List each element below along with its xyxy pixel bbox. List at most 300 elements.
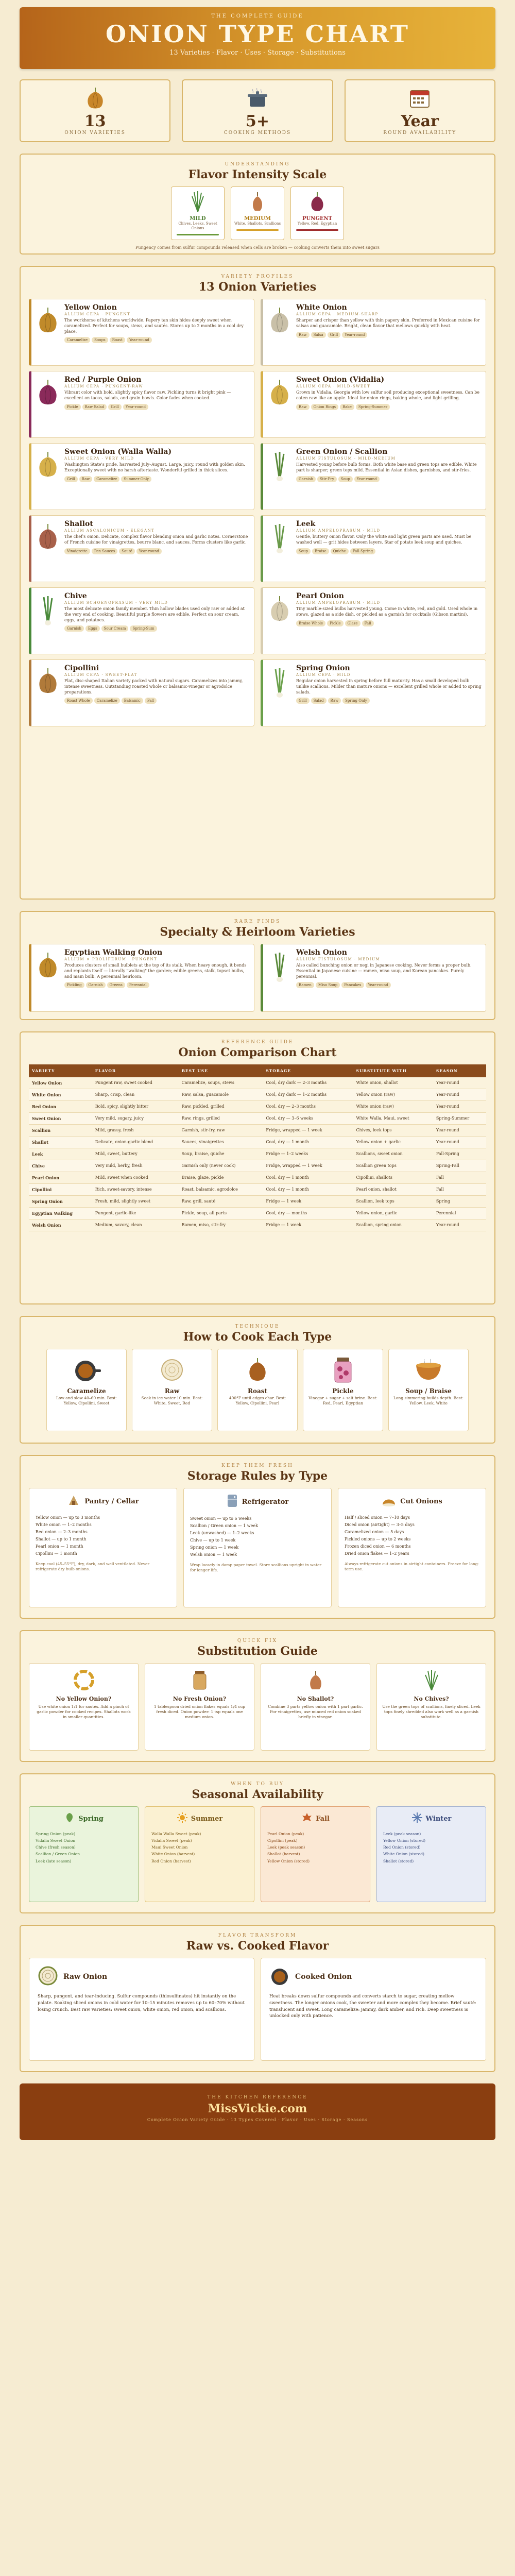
raw-onion-slice-icon	[38, 1965, 58, 1988]
variety-description: Washington State's pride, harvested July–August. Large, juicy, round with golden skin. Exceptionally sweet with no harsh aftertaste. Wonderful grilled in thick slices.	[64, 462, 245, 472]
variety-card	[261, 515, 486, 582]
storage-footnote: Wrap loosely in damp paper towel. Store scallions upright in water for longer life.	[190, 1563, 322, 1572]
table-cell: Cool, dry — months	[263, 1208, 353, 1219]
table-cell: Fridge — 1 week	[263, 1219, 353, 1231]
season-line: Shallot (stored)	[383, 1858, 414, 1863]
table-row	[29, 1196, 486, 1208]
table-header-cell: SUBSTITUTE WITH	[353, 1064, 433, 1077]
shallot-icon	[261, 1670, 370, 1692]
storage-line: Welsh onion — 1 week	[190, 1552, 237, 1557]
variety-scientific-name: ALLIUM CEPA · MEDIUM-SHARP	[296, 312, 379, 316]
section-kicker: FLAVOR TRANSFORM	[218, 1933, 297, 1938]
variety-tag: Fall	[145, 698, 157, 704]
variety-tag: Glaze	[345, 620, 360, 626]
season-line: Vidalia Sweet (peak)	[151, 1838, 192, 1843]
variety-description: The workhorse of kitchens worldwide. Papery tan skin hides deeply sweet when caramelized. Perfect for soups, stews, and sautés. Stores up to 2 months in a cool dry place.	[64, 318, 244, 334]
table-cell: Scallion	[29, 1125, 92, 1137]
storage-line: Cipollini — 1 month	[36, 1551, 77, 1556]
variety-card	[29, 371, 254, 438]
specialty-grid	[29, 944, 486, 1012]
table-cell: Raw, salsa, guacamole	[179, 1089, 263, 1101]
storage-line: Scallion / Green onion — 1 week	[190, 1523, 258, 1528]
variety-tag: Salsa	[311, 332, 326, 338]
variety-scientific-name: ALLIUM CEPA · VERY MILD	[64, 456, 134, 461]
variety-tag: Raw	[328, 698, 341, 704]
storage-card	[29, 1488, 177, 1607]
substitution-desc: 1 tablespoon dried onion flakes equals 1/4 cup fresh diced. Onion powder: 1 tsp equals one medium onion.	[153, 1704, 246, 1720]
seasonal-section	[20, 1773, 495, 1913]
table-cell: Year-round	[433, 1219, 486, 1231]
raw-cooked-cards	[29, 1958, 486, 2061]
season-cards	[29, 1806, 486, 1902]
flavor-desc: Heat breaks down sulfur compounds and converts starch to sugar, creating mellow sweetness. The longer onions cook, the sweeter and more complex they become. Brief sauté: translucent and sweet. Long caramelize: jammy, dark amber, and rich. Deep sweetness is unlocked only with patience.	[269, 1994, 476, 2019]
storage-line: Yellow onion — up to 3 months	[36, 1515, 100, 1520]
table-row	[29, 1172, 486, 1184]
table-cell: Scallion, spring onion	[353, 1219, 433, 1231]
variety-scientific-name: ALLIUM × PROLIFERUM · PUNGENT	[64, 957, 158, 961]
season-line: Cipollini (peak)	[267, 1838, 298, 1843]
table-cell: White Onion	[29, 1089, 92, 1101]
substitution-desc: Combine 3 parts yellow onion with 1 part garlic. For vinaigrettes, use minced red onion soaked briefly in vinegar.	[268, 1704, 363, 1720]
section-kicker: UNDERSTANDING	[225, 162, 290, 167]
variety-tag: Roast	[110, 337, 125, 343]
table-cell: Caramelize, soups, stews	[179, 1077, 263, 1089]
footer	[20, 2083, 495, 2140]
variety-tag: Caramelize	[64, 337, 90, 343]
variety-tag: Garnish	[296, 476, 316, 482]
season-card-fall	[261, 1806, 370, 1902]
storage-line: Chive — up to 1 week	[190, 1538, 236, 1543]
table-cell: Raw, rings, grilled	[179, 1113, 263, 1125]
red-onion-icon	[310, 191, 325, 212]
pot-icon	[183, 87, 332, 110]
section-title: Raw vs. Cooked Flavor	[186, 1939, 329, 1953]
variety-tag: Onion Rings	[311, 404, 339, 410]
variety-tag: Eggs	[85, 625, 100, 632]
table-header-cell: VARIETY	[29, 1064, 92, 1077]
chive-icon	[190, 191, 205, 212]
footer-brand-link[interactable]: MissVickie.com	[208, 2102, 307, 2115]
table-row	[29, 1219, 486, 1231]
substitution-card	[29, 1663, 139, 1751]
section-title: Substitution Guide	[197, 1645, 318, 1658]
variety-name: Welsh Onion	[296, 948, 347, 957]
intensity-desc: Chives, Leeks, Sweet Onions	[178, 222, 217, 231]
green-onion-icon	[267, 948, 292, 1007]
hero-subtitle: 13 Varieties · Flavor · Uses · Storage · Substitutions	[169, 49, 346, 57]
storage-line: Half / sliced onion — 7–10 days	[345, 1515, 410, 1520]
variety-card	[261, 659, 486, 726]
variety-description: Sharper and crisper than yellow with thin papery skin. Preferred in Mexican cuisine for salsas and guacamole. Bright, clean flavor that mellows quickly with heat.	[296, 318, 480, 328]
table-cell: Ramen, miso, stir-fry	[179, 1219, 263, 1231]
cooking-title: Pickle	[332, 1387, 354, 1395]
variety-tag: Greens	[107, 982, 125, 988]
substitution-section	[20, 1630, 495, 1762]
variety-scientific-name: ALLIUM AMPELOPRASUM · MILD	[296, 601, 381, 605]
table-cell: Year-round	[433, 1137, 486, 1148]
variety-description: Produces clusters of small bulblets at the top of its stalk. When heavy enough, it bends and replants itself — literally "walking" the garden; edible greens, stalk, topset bulbs, and main bulb. A perennial heirloom.	[64, 963, 247, 979]
season-line: White Onion (harvest)	[151, 1852, 195, 1857]
storage-section	[20, 1455, 495, 1619]
table-cell: Garnish only (never cook)	[179, 1160, 263, 1172]
table-row	[29, 1101, 486, 1113]
table-cell: Pearl Onion	[29, 1172, 92, 1184]
table-cell: White Walla, Maui, sweet	[353, 1113, 433, 1125]
onion-icon	[267, 376, 292, 433]
snowflake-icon	[411, 1812, 423, 1825]
substitution-card	[376, 1663, 486, 1751]
storage-line: Shallot — up to 1 month	[36, 1537, 87, 1541]
cooking-card	[132, 1349, 212, 1431]
variety-scientific-name: ALLIUM ASCALONICUM · ELEGANT	[64, 529, 155, 533]
cooking-card	[303, 1349, 383, 1431]
substitution-title: No Yellow Onion?	[56, 1696, 112, 1702]
cooking-desc: Soak in ice water 10 min. Best: White, Sweet, Red	[141, 1396, 203, 1405]
variety-tag: Perennial	[127, 982, 149, 988]
cooked-onion-pan-icon	[269, 1965, 290, 1988]
table-cell: Very mild, herby, fresh	[92, 1160, 179, 1172]
storage-line: Pearl onion — 1 month	[36, 1544, 83, 1549]
stat-number: 13	[84, 112, 106, 130]
onion-icon	[36, 448, 60, 505]
variety-tag: Raw	[296, 404, 310, 410]
variety-scientific-name: ALLIUM CEPA · MILD	[296, 673, 351, 677]
season-line: Vidalia Sweet Onion	[36, 1838, 76, 1843]
variety-description: Tiny marble-sized bulbs harvested young. Come in white, red, and gold. Used whole in stews, glazed as a side dish, or pickled as a garnish for cocktails (Gibson martini).	[296, 606, 478, 617]
variety-name: Green Onion / Scallion	[296, 448, 388, 456]
soup-bowl-icon	[389, 1354, 468, 1385]
comparison-table	[29, 1064, 486, 1231]
storage-line: Red onion — 2–3 months	[36, 1530, 88, 1534]
onion-icon	[21, 87, 169, 110]
variety-tag: Quiche	[331, 548, 349, 554]
variety-tag: Fall	[362, 620, 374, 626]
variety-tag: Ramen	[296, 982, 314, 988]
variety-tag: Caramelize	[94, 476, 119, 482]
maple-leaf-icon	[301, 1812, 313, 1825]
table-cell: Cool, dry dark — 2–3 months	[263, 1077, 353, 1089]
table-row	[29, 1137, 486, 1148]
variety-name: White Onion	[296, 303, 347, 312]
variety-tag: Grill	[64, 476, 78, 482]
pickle-jar-icon	[303, 1354, 383, 1385]
page-title: ONION TYPE CHART	[106, 20, 409, 48]
variety-tag: Sauté	[119, 548, 134, 554]
table-cell: Mild, sweet when cooked	[92, 1172, 179, 1184]
variety-scientific-name: ALLIUM CEPA · MILD-SWEET	[296, 384, 371, 388]
variety-scientific-name: ALLIUM FISTULOSUM · MEDIUM	[296, 957, 381, 961]
intensity-card-medium	[231, 187, 284, 240]
substitution-cards	[29, 1663, 486, 1751]
table-header-cell: BEST USE	[179, 1064, 263, 1077]
varieties-section	[20, 266, 495, 900]
season-line: Leek (late season)	[36, 1858, 72, 1863]
pantry-icon	[67, 1494, 80, 1509]
table-cell: Spring	[433, 1196, 486, 1208]
variety-tag: Year-round	[123, 404, 148, 410]
storage-line: Frozen diced onion — 6 months	[345, 1544, 411, 1549]
stat-number: Year	[401, 112, 439, 130]
variety-tag: Braise Whole	[296, 620, 325, 626]
table-cell: Soup, braise, quiche	[179, 1148, 263, 1160]
variety-name: Cipollini	[64, 664, 99, 672]
storage-line: Sweet onion — up to 6 weeks	[190, 1516, 252, 1521]
table-cell: Fridge, wrapped — 1 week	[263, 1160, 353, 1172]
storage-card	[183, 1488, 332, 1607]
calendar-icon	[346, 87, 494, 110]
green-onion-icon	[267, 520, 292, 578]
table-cell: Fridge, wrapped — 1 week	[263, 1125, 353, 1137]
variety-tag: Grill	[108, 404, 122, 410]
table-cell: Medium, savory, clean	[92, 1219, 179, 1231]
flavor-desc: Sharp, pungent, and tear-inducing. Sulfur compounds (thiosulfinates) hit instantly on the palate. Soaking sliced onions in cold water for 10–15 minutes removes up to 60–70% without losing crunch. Best raw varieties: sweet onion, white onion, red onion, and scallions.	[38, 1994, 245, 2012]
footer-subtitle: Complete Onion Variety Guide · 13 Types Covered · Flavor · Uses · Storage · Seasons	[147, 2117, 368, 2122]
hero-banner	[20, 7, 495, 69]
table-cell: Spring-Summer	[433, 1113, 486, 1125]
variety-name: Pearl Onion	[296, 592, 344, 600]
table-cell: Yellow onion + garlic	[353, 1137, 433, 1148]
variety-tag: Spring-Sum	[130, 625, 157, 632]
table-row	[29, 1077, 486, 1089]
table-cell: White onion (raw)	[353, 1101, 433, 1113]
hero-kicker: THE COMPLETE GUIDE	[211, 13, 304, 19]
storage-line: White onion — 1–2 months	[36, 1522, 92, 1527]
table-cell: Mild, grassy, fresh	[92, 1125, 179, 1137]
variety-description: Regular onion harvested in spring before full maturity. Has a small developed bulb unlike scallions. Milder than mature onions — excellent grilled whole or added to spring salads.	[296, 679, 482, 694]
table-cell: Fridge — 1 week	[263, 1196, 353, 1208]
table-cell: Pungent raw, sweet cooked	[92, 1077, 179, 1089]
season-line: Pearl Onion (peak)	[267, 1832, 304, 1836]
variety-tag: Bake	[340, 404, 354, 410]
variety-tag: Spring Only	[342, 698, 370, 704]
table-cell: Fresh, mild, slightly sweet	[92, 1196, 179, 1208]
table-cell: Scallion, leek tops	[353, 1196, 433, 1208]
season-line: Yellow Onion (stored)	[267, 1858, 310, 1863]
variety-tag: Grill	[296, 698, 310, 704]
cooking-card	[46, 1349, 127, 1431]
season-card-summer	[145, 1806, 254, 1902]
variety-tag: Balsamic	[122, 698, 143, 704]
variety-scientific-name: ALLIUM AMPELOPRASUM · MILD	[296, 529, 381, 533]
storage-line: Leek (unwashed) — 1–2 weeks	[190, 1531, 254, 1535]
table-row	[29, 1148, 486, 1160]
table-cell: Pearl onion, shallot	[353, 1184, 433, 1196]
table-cell: Sharp, crisp, clean	[92, 1089, 179, 1101]
intensity-label: MEDIUM	[244, 216, 271, 222]
variety-tag: Pancakes	[341, 982, 364, 988]
intensity-bar	[296, 229, 338, 231]
table-row	[29, 1184, 486, 1196]
stat-label: COOKING METHODS	[224, 130, 291, 135]
onion-icon	[36, 948, 60, 1007]
variety-tag: Raw	[296, 332, 310, 338]
table-cell: Fall	[433, 1172, 486, 1184]
table-cell: Scallion green tops	[353, 1160, 433, 1172]
table-cell: Spring-Fall	[433, 1160, 486, 1172]
variety-tag: Year-round	[366, 982, 391, 988]
season-card-winter	[376, 1806, 486, 1902]
variety-name: Spring Onion	[296, 664, 350, 672]
table-cell: Raw, grill, sauté	[179, 1196, 263, 1208]
onion-icon	[36, 664, 60, 722]
variety-tag: Fall-Spring	[350, 548, 375, 554]
section-kicker: QUICK FIX	[237, 1638, 278, 1643]
intensity-card-pungent	[290, 187, 344, 240]
season-title: Spring	[78, 1815, 104, 1823]
cooking-desc: 400°F until edges char. Best: Yellow, Cipollini, Pearl	[229, 1396, 286, 1405]
intensity-note: Pungency comes from sulfur compounds released when cells are broken — cooking converts them into sweet sugars	[135, 245, 380, 250]
table-cell: Cool, dry — 1 month	[263, 1172, 353, 1184]
table-cell: Yellow onion (raw)	[353, 1089, 433, 1101]
onion-icon	[36, 376, 60, 433]
flavor-title: Cooked Onion	[295, 1973, 352, 1981]
section-title: Seasonal Availability	[192, 1788, 323, 1801]
stats-row	[20, 79, 495, 142]
onion-icon	[267, 592, 292, 650]
green-onion-icon	[267, 664, 292, 722]
table-cell: Year-round	[433, 1089, 486, 1101]
intensity-desc: Yellow, Red, Egyptian	[297, 222, 337, 226]
variety-name: Egyptian Walking Onion	[64, 948, 163, 957]
table-cell: Year-round	[433, 1101, 486, 1113]
substitution-card	[261, 1663, 370, 1751]
table-cell: Pungent, garlic-like	[92, 1208, 179, 1219]
storage-line: Spring onion — 1 week	[190, 1545, 239, 1550]
fridge-icon	[227, 1494, 238, 1510]
cooking-cards	[29, 1349, 486, 1431]
flavor-card	[261, 1958, 486, 2061]
table-cell: Roast, balsamic, agrodolce	[179, 1184, 263, 1196]
season-line: Maui Sweet Onion	[151, 1845, 188, 1850]
variety-tag: Braise	[312, 548, 329, 554]
variety-tag: Raw Salad	[82, 404, 107, 410]
stat-label: ROUND AVAILABILITY	[383, 130, 457, 135]
section-title: Flavor Intensity Scale	[188, 168, 327, 181]
variety-card	[261, 299, 486, 366]
table-cell: Pickle, soup, all parts	[179, 1208, 263, 1219]
table-header-cell: STORAGE	[263, 1064, 353, 1077]
variety-tag: Pickle	[64, 404, 81, 410]
table-cell: Leek	[29, 1148, 92, 1160]
season-line: Spring Onion (peak)	[36, 1832, 76, 1836]
green-onion-icon	[267, 448, 292, 505]
intensity-desc: White, Shallots, Scallions	[234, 222, 281, 226]
table-cell: Rich, sweet-savory, intense	[92, 1184, 179, 1196]
stat-number: 5+	[245, 112, 269, 130]
variety-card	[29, 944, 254, 1012]
cooking-desc: Low and slow 40–60 min. Best: Yellow, Cipollini, Sweet	[56, 1396, 117, 1405]
variety-tag: Garnish	[86, 982, 106, 988]
variety-tag: Year-round	[127, 337, 152, 343]
table-header-row	[29, 1064, 486, 1077]
table-cell: Yellow Onion	[29, 1077, 92, 1089]
variety-scientific-name: ALLIUM CEPA · PUNGENT-RAW	[64, 384, 143, 388]
variety-description: Harvested young before bulb forms. Both white base and green tops are edible. White part is sharper; green tops mild. Essential in Asian dishes, garnishes, and stir-fries.	[296, 462, 477, 472]
substitution-title: No Fresh Onion?	[173, 1696, 227, 1702]
variety-card	[261, 371, 486, 438]
variety-scientific-name: ALLIUM SCHOENOPRASUM · VERY MILD	[64, 601, 168, 605]
yellow-onion-ring-icon	[29, 1670, 138, 1692]
variety-tag: Soup	[296, 548, 311, 554]
table-cell: Year-round	[433, 1077, 486, 1089]
variety-scientific-name: ALLIUM CEPA · SWEET-FLAT	[64, 673, 138, 677]
table-row	[29, 1208, 486, 1219]
table-header-cell: FLAVOR	[92, 1064, 179, 1077]
variety-description: The most delicate onion family member. Thin hollow blades used only raw or added at the very end of cooking. Beautiful purple flowers are edible. Perfect on sour cream, eggs, and potatoes.	[64, 606, 245, 622]
variety-tag: Pan Sauces	[92, 548, 117, 554]
cooking-title: Soup / Braise	[405, 1387, 452, 1395]
season-line: Shallot (harvest)	[267, 1852, 300, 1857]
table-cell: Braise, glaze, pickle	[179, 1172, 263, 1184]
stat-methods	[182, 79, 333, 142]
variety-card	[29, 443, 254, 510]
stat-label: ONION VARIETIES	[64, 130, 126, 135]
variety-tag: Vinaigrette	[64, 548, 90, 554]
storage-title: Pantry / Cellar	[84, 1497, 139, 1505]
shallot-icon	[250, 191, 265, 212]
table-cell: Year-round	[433, 1125, 486, 1137]
variety-tag: Year-round	[354, 476, 380, 482]
section-kicker: VARIETY PROFILES	[221, 274, 294, 279]
season-line: Walla Walla Sweet (peak)	[151, 1832, 201, 1836]
section-title: Specialty & Heirloom Varieties	[160, 925, 355, 939]
table-cell: Egyptian Walking	[29, 1208, 92, 1219]
variety-name: Leek	[296, 520, 316, 528]
variety-tag: Grill	[328, 332, 341, 338]
variety-scientific-name: ALLIUM FISTULOSUM · MILD-MEDIUM	[296, 456, 396, 461]
section-title: How to Cook Each Type	[183, 1330, 332, 1344]
section-kicker: REFERENCE GUIDE	[221, 1040, 294, 1045]
variety-card	[29, 515, 254, 582]
section-kicker: TECHNIQUE	[235, 1324, 280, 1329]
flavor-intensity-section	[20, 154, 495, 255]
season-line: Leek (peak season)	[267, 1845, 305, 1850]
variety-card	[261, 944, 486, 1012]
table-row	[29, 1125, 486, 1137]
table-cell: Red Onion	[29, 1101, 92, 1113]
table-cell: Cool, dry — 2–3 months	[263, 1101, 353, 1113]
table-cell: Welsh Onion	[29, 1219, 92, 1231]
variety-card	[261, 587, 486, 654]
chive-icon	[377, 1670, 486, 1692]
variety-tag: Pickling	[64, 982, 84, 988]
storage-card	[338, 1488, 486, 1607]
variety-tag: Year-round	[136, 548, 162, 554]
flavor-title: Raw Onion	[63, 1973, 108, 1981]
season-line: White Onion (stored)	[383, 1852, 424, 1857]
section-kicker: KEEP THEM FRESH	[221, 1463, 294, 1468]
variety-tag: Stir-Fry	[317, 476, 337, 482]
roast-onion-icon	[218, 1354, 297, 1385]
table-cell: Spring Onion	[29, 1196, 92, 1208]
season-card-spring	[29, 1806, 139, 1902]
table-cell: Sauces, vinaigrettes	[179, 1137, 263, 1148]
table-cell: Yellow onion, garlic	[353, 1208, 433, 1219]
variety-name: Sweet Onion (Vidalia)	[296, 376, 385, 384]
season-title: Winter	[425, 1815, 452, 1823]
stat-availability	[345, 79, 495, 142]
variety-tag: Raw	[79, 476, 93, 482]
variety-description: Gentle, buttery onion flavor. Only the white and light green parts are used. Must be washed well — grit hides between layers. Star of potato leek soup and quiches.	[296, 534, 472, 545]
leaf-icon	[64, 1812, 75, 1825]
substitution-desc: Use the green tops of scallions, finely sliced. Leek tops finely shredded also work well as a garnish substitute.	[382, 1704, 480, 1720]
table-cell: Sweet Onion	[29, 1113, 92, 1125]
variety-name: Chive	[64, 592, 87, 600]
variety-tag: Soup	[338, 476, 353, 482]
variety-description: The chef's onion. Delicate, complex flavor blending onion and garlic notes. Cornerstone of French cuisine for vinaigrettes, beurre blanc, and sauces. Forms clusters like garlic.	[64, 534, 248, 545]
storage-line: Diced onion (airtight) — 3–5 days	[345, 1522, 415, 1527]
section-title: 13 Onion Varieties	[198, 280, 317, 294]
